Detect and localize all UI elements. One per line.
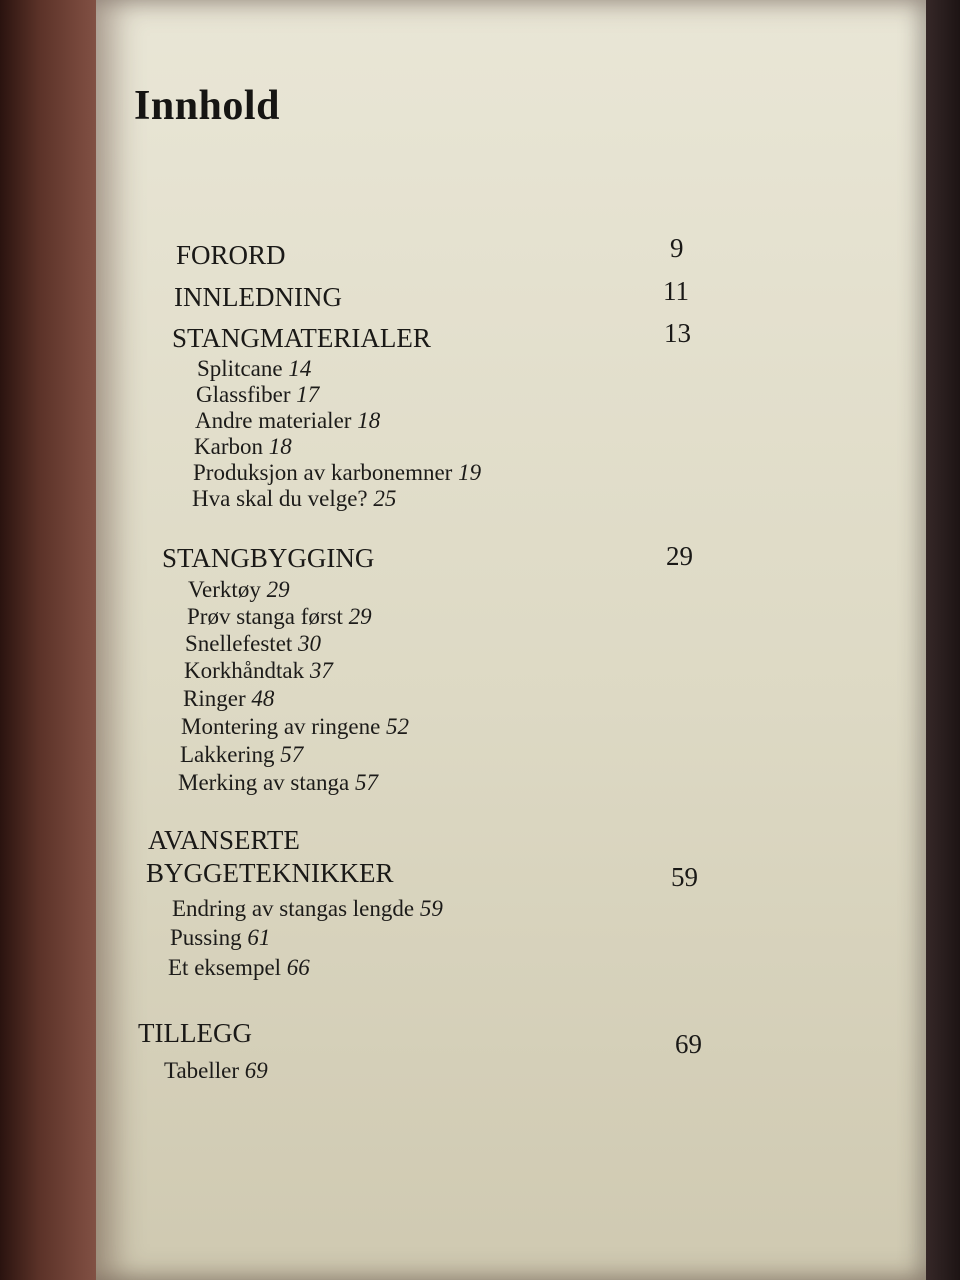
toc-subentry: Pussing 61	[170, 925, 271, 950]
toc-subentry: Prøv stanga først 29	[187, 604, 372, 629]
toc-section-page: 69	[675, 1029, 702, 1059]
toc-subentry: Et eksempel 66	[168, 955, 310, 980]
toc-section-page: 11	[663, 276, 689, 306]
toc-section-page: 13	[664, 318, 691, 348]
toc-subentry: Korkhåndtak 37	[184, 658, 333, 683]
toc-section-title: STANGMATERIALER	[172, 323, 431, 353]
toc-subentry: Hva skal du velge? 25	[192, 486, 397, 511]
toc-subentry: Verktøy 29	[188, 577, 290, 602]
book-cover-right	[920, 0, 960, 1280]
toc-subentry: Montering av ringene 52	[181, 714, 410, 739]
toc-section-page: 59	[671, 862, 698, 892]
toc-subentry: Ringer 48	[183, 686, 275, 711]
toc-section-title: TILLEGG	[138, 1018, 252, 1048]
toc-subentry: Snellefestet 30	[185, 631, 322, 656]
toc-section-title: FORORD	[176, 240, 286, 270]
toc-section-page: 29	[666, 541, 693, 571]
page-title: Innhold	[134, 83, 280, 129]
toc-subentry: Andre materialer 18	[195, 408, 381, 433]
toc-section-title: INNLEDNING	[174, 282, 342, 312]
toc-subentry: Tabeller 69	[164, 1058, 268, 1083]
toc-subentry: Glassfiber 17	[196, 382, 320, 407]
toc-subentry: Karbon 18	[194, 434, 292, 459]
toc-subentry: Splitcane 14	[197, 356, 312, 381]
toc-section-page: 9	[670, 233, 684, 263]
toc-subentry: Merking av stanga 57	[178, 770, 378, 795]
toc-section-title: STANGBYGGING	[162, 543, 375, 573]
toc-section-title-line1: AVANSERTE	[148, 825, 300, 855]
toc-section-title-line2: BYGGETEKNIKKER	[146, 858, 394, 888]
toc-subentry: Produksjon av karbonemner 19	[193, 460, 482, 485]
toc-subentry: Lakkering 57	[180, 742, 304, 767]
toc-subentry: Endring av stangas lengde 59	[172, 896, 443, 921]
